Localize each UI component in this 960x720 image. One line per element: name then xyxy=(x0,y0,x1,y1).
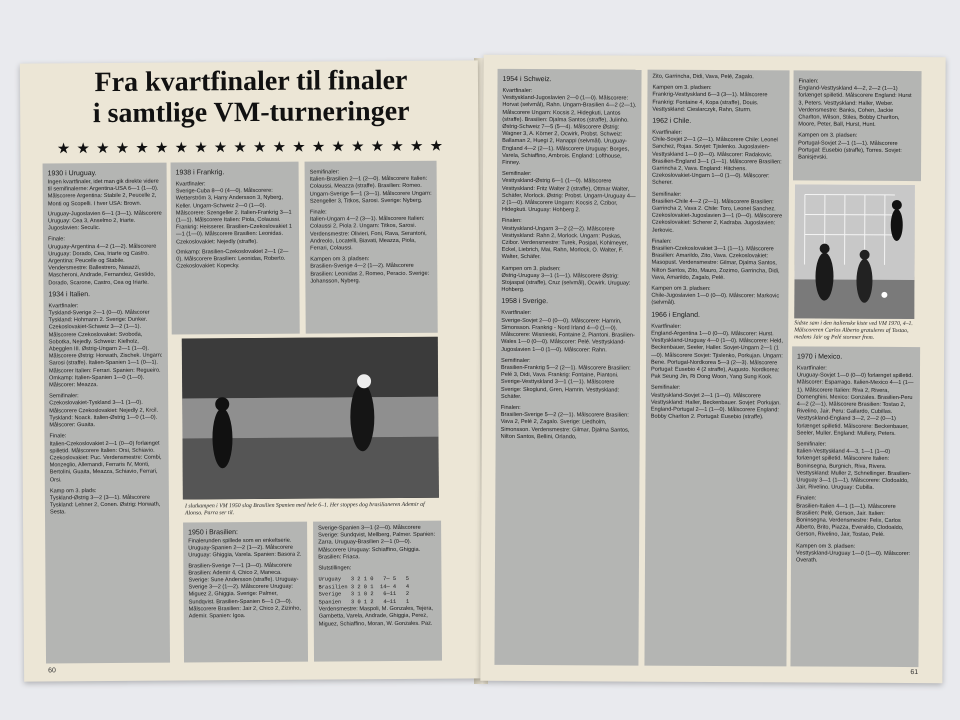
photo-caption-1970: Sidste sam i den italienske kiste ved VM 1970, 4–1. Målscoreren Carlos Alberto gratuleres af Tostao, medens Jair og Pelé stormer frem. xyxy=(794,320,913,341)
text-block: Tyskland-Sverige 2—1 (0—0). Målscorer Tyskland: Hohmann 2. Sverige: Dunker. Czekoslovakiet-Schweiz 3—2 (1—1). Målscorere Czekoslovakiet: Svoboda, Sobotka, Nejedly. Schweiz: Kielholz, Abegglen III. Østrig-Ungarn 2—1 (1—0). Målscorere Østrig: Horwath, Zischek. Ungarn: Sarosi (straffe). Italien-Spanien 1—1 (0—1). Målscorer Italien: Ferrari. Spanien: Regueiro. Omkamp: Italien-Spanien 1—0 (1—0). Målscorer: Meazza. xyxy=(48,309,163,389)
column-1954-1958 xyxy=(494,69,641,666)
heading-1958: 1958 i Sverige. xyxy=(501,298,549,306)
subheading: Slutstillingen: xyxy=(318,565,352,572)
page-number: 61 xyxy=(910,669,919,677)
subheading: Semifinaler: xyxy=(501,357,531,364)
subheading: Finalen: xyxy=(501,218,522,225)
text-block: Italien-Czekoslovakiet 2—1 (0—0) forlænget spilletid. Målscorere Italien: Orsi, Schiavio. Czekoslovakiet: Puc. Verdensmestre: Combi, Monzeglio, Allemandi, Ferraris IV, Monti, Bertolini, Guaita, Meazza, Schiavio, Ferrari, Orsi. xyxy=(49,440,162,483)
text-block: Chile-Jugoslavien 1—0 (0—0). Målscorer: Markovic (selvmål). xyxy=(651,292,780,307)
heading-1938: 1938 i Frankrig. xyxy=(175,169,225,177)
stadium-photo xyxy=(182,337,439,500)
text-block: Verdensmestre: Maspoli, M. Gonzales, Tejera, Gambetta, Varela, Andrade, Ghiggia, Perez, Miguez, Schiaffino, Moran, W. Gonzales. Paz. xyxy=(318,605,433,628)
subheading: Kampen om 3. pladsen: xyxy=(651,285,711,293)
text-block: Uruguay-Sovjet 1—0 (0—0) forlænget spilletid. Målscorer: Esparrago. Italien-Mexico 4—1 (1—1). Målscorere Italien: Riva 2, Rivera, Domenghini. Mexico: Gonzales. Brasilien-Peru 4—2 (2—1). Målscorere Brasilien: Tostao 2, Rivelino, Jair. Peru: Gallardo, Cubillas. Vesttyskland-England 3—2, 2—2 (0—1) forlænget spilletid. Målscorere: Beckenbauer, Seeler, Muller. England: Mullery, Peters. xyxy=(796,372,914,437)
subheading: Kvartfinaler: xyxy=(175,181,206,188)
column-1970 xyxy=(790,346,920,667)
text-block: Italien-Brasilien 2—1 (2—0). Målscorere Italien: Colaussi, Meazza (straffe). Brasilien: Romeo. Ungarn-Sverige 5—1 (3—1). Målscorere Ungarn: Szengeller 3, Titkos, Sarosi. Sverige: Nyberg. xyxy=(309,175,432,205)
page-number: 60 xyxy=(48,667,56,675)
subheading: Semifinaler: xyxy=(796,441,827,448)
text-block: Brasilien-Sverige 4—2 (1—2). Målscorere Brasilien: Leonidas 2, Romeo, Peracio. Sverige: Johansson, Nyberg. xyxy=(310,263,430,285)
text-block: Frankrig-Vesttyskland 6—3 (3—1). Målscorere Frankrig: Fontaine 4, Kopa (straffe), Douis. Vesttyskland: Cieslarczyk, Rahn, Sturm. xyxy=(652,92,768,114)
text-block: Brasilien-Frankrig 5—2 (2—1). Målscorere Brasilien: Pelé 3, Didi, Vava. Frankrig: Fontaine, Piantoni. Sverige-Vesttyskland 3—1 (1—1). Målscorere Sverige: Skoglund, Gren, Hamrin. Vesttyskland: Schäfer. xyxy=(500,364,631,400)
match-photo-1970 xyxy=(794,184,915,319)
right-page xyxy=(480,55,945,683)
subheading: Kampen om 3. pladsen: xyxy=(310,256,370,263)
subheading: Semifinaler: xyxy=(49,393,79,400)
subheading: Kvartfinaler: xyxy=(501,310,532,317)
subheading: Kvartfinaler: xyxy=(48,303,79,310)
text-block: Sverige-Spanien 3—1 (2—0). Målscorere Sverige: Sundqvist, Mellberg, Palmer. Spanien: Zarra. Uruguay-Brasilien 2—1 (0—0). Målscorere Uruguay: Schiaffino, Ghiggia. Brasilien: Friaca. xyxy=(318,524,436,561)
heading-1962: 1962 i Chile. xyxy=(652,117,692,125)
star-row: ★ ★ ★ ★ ★ ★ ★ ★ ★ ★ ★ ★ ★ ★ ★ ★ ★ ★ ★ ★ xyxy=(56,137,445,158)
table-row: Spanien 3 0 1 2 4—11 1 xyxy=(318,598,410,606)
text-block: Uruguay-Jugoslavien 6—1 (3—1). Målscorere Uruguay: Cea 3, Anselmo 2, Iriarte. Jugoslavien: Seculic. xyxy=(47,210,162,232)
heading-1950: 1950 i Brasilien: xyxy=(188,529,238,537)
subheading: Finale: xyxy=(48,236,65,243)
text-block: Portugal-Sovjet 2—1 (1—1). Målscorere Portugal: Eusebio (straffe), Torres. Sovjet: Banisjevski. xyxy=(798,140,902,161)
text-block: Brasilien-Sverige 7—1 (3—0). Målscorere Brasilien: Ademir 4, Chico 2, Maneca. Sverige: Sune Andersson (straffe). Uruguay-Sverige 3—2 (1—2). Målscorere Uruguay: Miguez 2, Ghiggia. Sverige: Palmer, Sundqvist. Brasilien-Spanien 6—1 (3—0). Målscorere Brasilien: Jair 2, Chico 2, Zizinho, Ademir. Spanien: Igoa. xyxy=(188,562,301,620)
text-block: Omkamp: Brasilien-Czekoslovakiet 2—1 (2—0). Målscorere Brasilien: Leonidas, Roberto. Czekoslovakiet: Kopecky. xyxy=(176,248,289,270)
table-row: Brasilien 3 2 0 1 14— 4 4 xyxy=(318,583,410,591)
text-block: Brasilien-Sverige 5—2 (2—1). Målscorere Brasilien: Vava 2, Pelé 2, Zagalo. Sverige: Liedholm, Simonsson. Verdensmestre: Gilmar, Djalma Santos, Nilton Santos, Bellini, Orlando, xyxy=(500,412,630,441)
text-block: England-Argentina 1—0 (0—0). Målscorer: Hurst. Vesttyskland-Uruguay 4—0 (1—0). Målscorere: Held, Beckenbauer, Seeler, Haller. Sovjet-Ungarn 2—1 (1—0). Målscorere Sovjet: Tjislenko, Porkujan. Ungarn: Bene. Portugal-Nordkorea 5—3 (2—3). Målscorere Portugal: Eusebio 4 (2 straffe), Augusto. Nordkorea: Pak Seung Jin, Ri Dong Woon, Yang Sung Kook. xyxy=(650,330,783,381)
text-block: Østrig-Uruguay 3—1 (1—1). Målscorere Østrig: Stojaspal (straffe), Cruz (selvmål), Ocwirk. Uruguay: Hohberg. xyxy=(501,272,631,294)
column-1966-final xyxy=(793,70,922,181)
subheading: Kvartfinaler: xyxy=(502,87,533,95)
text-block: Tyskland-Østrig 3—2 (3—1). Målscorere Tyskland: Lehner 2, Conen. Østrig: Horwath, Sesta. xyxy=(49,494,161,516)
page-title xyxy=(34,64,468,129)
subheading: Finalen: xyxy=(796,495,817,502)
text-block: Italien-Vesttyskland 4—3, 1—1 (1—0) forlænget spilletid. Målscorere Italien: Boninsegna, Burgnich, Riva, Rivera. Vesttyskland: Muller 2, Schnellinger. Brasilien-Uruguay 3—1 (1—1). Målscorere: Clodoaldo, Jair, Rivelino. Uruguay: Cubilla. xyxy=(796,448,911,492)
table-row: Sverige 3 1 0 2 6—11 2 xyxy=(318,591,410,598)
column-1938 xyxy=(171,162,300,335)
heading-1966: 1966 i England. xyxy=(651,311,700,319)
subheading: Semifinaler: xyxy=(502,171,532,178)
text-block: Vesttyskland-Østrig 6—1 (1—0). Målscorere Vesttyskland: Fritz Walter 2 (straffe), Ottmar Walter, Schäfer, Morlock. Østrig: Probst. Ungarn-Uruguay 4—2 (1—0). Målscorere Ungarn: Kocsis 2, Czibor, Hidegkuti. Uruguay: Hohberg 2. xyxy=(501,178,636,214)
column-1950-cont xyxy=(313,521,442,662)
standings-table xyxy=(318,576,436,607)
text-block: Chile-Sovjet 2—1 (2—1). Målscorere Chile: Leonel Sanchez, Rojas. Sovjet: Tjislenko. Jugoslavien-Vesttyskland 1—0 (0—0). Målscorer: Radakovic. Brasilien-England 3—1 (1—1). Målscorere Brasilien: Garrincha 2, Vava. England: Hitchens. Czekoslovakiet-Ungarn 1—0 (1—0). Målscorer: Scherer. xyxy=(651,136,782,187)
subheading: Kvartfinaler: xyxy=(796,365,827,372)
subheading: Kvartfinaler: xyxy=(652,129,683,136)
subheading: Semifinaler: xyxy=(651,191,682,198)
text-block: Brasilien-Italien 4—1 (1—1). Målscorere Brasilien: Pelé, Gerson, Jair. Italien: Boninsegna. Verdensmestre: Felix, Carlos Alberto, Brito, Piazza, Everaldo, Clodoaldo, Gerson, Rivelino, Jair, Tostao, Pelé. xyxy=(796,503,904,539)
subheading: Finalen: xyxy=(500,404,521,411)
text-block: Sverige-Sovjet 2—0 (0—0). Målscorere: Hamrin, Simonsson. Frankrig - Nord Irland 4—0 (1—0). Målscorere: Wisnieski, Fontaine 2, Piantoni. Brasilien-Wales 1—0 (0—0). Målscorer: Pelé. Vesttyskland-Jugoslavien 1—0 (1—0). Målscorer: Rahn. xyxy=(501,317,635,353)
subheading: Kvartfinaler: xyxy=(651,323,682,330)
subheading: Kampen om 3. pladsen: xyxy=(796,543,856,550)
subheading: Finalen: xyxy=(651,238,672,245)
subheading: Kampen om 3. pladsen: xyxy=(501,265,561,272)
match-photo-1950 xyxy=(182,337,439,500)
left-page xyxy=(20,60,482,681)
subheading: Semifinaler: xyxy=(309,169,340,176)
photo-caption-1950: I slutkampen i VM 1950 slog Brasilien Spanien med hele 6–1. Her stoppes dog brasilianeren Ademir af Alonso. Parra ser til. xyxy=(184,501,425,517)
heading-1930: 1930 i Uruguay. xyxy=(47,170,97,178)
text-block: Vesttyskland-Ungarn 3—2 (2—2). Målscorere Vesttyskland: Rahn 2, Morlock. Ungarn: Puskas, Czibor. Verdensmestre: Turek, Posipal, Kohlmeyer, Eckel, Liebrich, Mai, Rahn, Morlock, O. Walter, F. Walter, Schäfer. xyxy=(501,225,628,261)
text-block: Czekoslovakiet-Tyskland 3—1 (1—0). Målscorere Czekoslovakiet: Nejedly 2, Krcil. Tyskland: Noack. Italien-Østrig 1—0 (1—0). Målscorer: Guaita. xyxy=(49,400,159,429)
heading-1954: 1954 i Schweiz. xyxy=(502,75,552,84)
title-line-2: i samtlige VM-turneringer xyxy=(92,95,410,130)
text-block: Sverige-Cuba 8—0 (4—0). Målscorere: Wetterström 3, Harry Andersson 3, Nyberg, Keller. Ungarn-Schweiz 2—0 (1—0). Målscorere: Szengeller 2. Italien-Frankrig 3—1 (1—1). Målscorere Italien: Piola, Colaussi. Frankrig: Heisserer. Brasilien-Czekoslovakiet 1—1 (1—0). Målscorere Brasilien: Leonidas. Czekoslovakiet: Nejedly (straffe). xyxy=(175,188,292,246)
text-block: Italien-Ungarn 4—2 (3—1). Målscorere Italien: Colaussi 2, Piola 2. Ungarn: Titkos, Sarosi. Verdensmestre: Olivieri, Foni, Rava, Serantoni, Andreolo, Locatelli, Biavati, Meazza, Piola, Ferrari, Colaussi. xyxy=(309,216,427,252)
text-block: Uruguay-Argentina 4—2 (1—2). Målscorere Uruguay: Dorado, Cea, Iriarte og Castro. Argentina: Peucelle og Stabile. Vendersmestre: Ballestrero, Nasazzi, Mascheroni, Andrade, Fernandez, Gestido, Dorado, Scarone, Castro, Cea og Iriarte. xyxy=(48,243,157,287)
title-line-1: Fra kvartfinaler til finaler xyxy=(94,64,408,99)
heading-1970: 1970 i Mexico. xyxy=(797,353,843,361)
goal-photo xyxy=(794,184,915,319)
subheading: Finale: xyxy=(309,209,327,216)
subheading: Kamp om 3. plads: xyxy=(49,487,97,495)
text-block: Zito, Garrincha, Didi, Vava, Pelé, Zagalo. xyxy=(652,73,754,81)
subheading: Kampen om 3. pladsen: xyxy=(652,84,712,92)
table-row: Uruguay 3 2 1 0 7— 5 5 xyxy=(318,576,410,583)
text-block: Vesttyskland-Sovjet 2—1 (1—0). Målscorere Vesttyskland: Haller, Beckenbauer. Sovjet: Porkujan. England-Portugal 2—1 (1—0). Målscorere England: Bobby Charlton 2. Portugal: Eusebio (straffe). xyxy=(650,392,781,421)
text-block: Finalerunden spillede som en enkeltserie. Uruguay-Spanien 2—2 (1—2). Målscorere Uruguay: Ghiggia, Varela. Spanien: Basora 2. xyxy=(188,537,302,559)
column-1930-1934 xyxy=(43,163,170,664)
column-1950 xyxy=(183,522,308,663)
text-block: Brasilien-Chile 4—2 (2—1). Målscorere Brasilien: Garrincha 2, Vava 2. Chile: Toro, Leonel Sanchez. Czekoslovakiet-Jugoslavien 3—1 (0—0). Målscorere Czekoslovakiet: Scherer 2, Kadraba. Jugoslavien: Jerkovic. xyxy=(651,198,783,234)
heading-1934: 1934 i Italien. xyxy=(48,290,91,299)
text-block: Vesttyskland-Jugoslavien 2—0 (1—0). Målscorere: Horvat (selvmål), Rahn. Ungarn-Brasilien 4—2 (2—1). Målscorere Ungarn: Kocsis 2, Hidegkuti, Lantos (straffe). Brasilien: Djalma Santos (straffe), Julinho. Østrig-Schweiz 7—5 (5—4). Målscorere Østrig: Wagner 3, A. Körner 2, Ocwirk, Probst. Schweiz: Ballaman 2, Huegi 2, Hanappi (selvmål). Uruguay-England 4—2 (2—1). Målscorere Uruguay: Borges, Varela, Schiaffino, Ambrois. England: Lofthouse, Finney. xyxy=(502,95,637,167)
subheading: Semifinaler: xyxy=(650,384,681,392)
column-1938-cont xyxy=(305,161,438,334)
text-block: England-Vesttyskland 4—2, 2—2 (1—1) forlænget spilletid. Målscorere England: Hurst 3, Peters. Vesttyskland: Haller, Weber. Verdensmestre: Banks, Cohen, Jackie Charlton, Wilson, Stiles, Bobby Charlton, Moore, Peter, Ball, Hurst, Hunt. xyxy=(798,85,912,129)
subheading: Finalen: xyxy=(798,78,819,85)
text-block: Brasilien-Czekoslovakiet 3—1 (1—1). Målscorere Brasilien: Amarildo, Zito, Vava. Czekoslovakiet: Masopust. Verdensmestre: Gilmar, Djalma Santos, Nilton Santos, Zito, Mauro, Zozimo, Garrincha, Didi, Vava, Amarildo, Zagalo, Pelé. xyxy=(651,245,780,281)
column-1962-1966 xyxy=(644,70,789,667)
text-block: Vesttyskland-Uruguay 1—0 (1—0). Målscorer: Overath. xyxy=(795,550,911,564)
subheading: Kampen om 3. pladsen: xyxy=(798,132,858,140)
subheading: Finale: xyxy=(49,433,67,440)
text-block: Ingen kvartfinaler, idet man gik direkte videre til semifinalerne: Argentina-USA 6—1 (1—0). Målscorere Argentina: Stabile 2, Peucelle 2, Monti og Scopelli. I hver USA: Brown. xyxy=(47,178,159,208)
